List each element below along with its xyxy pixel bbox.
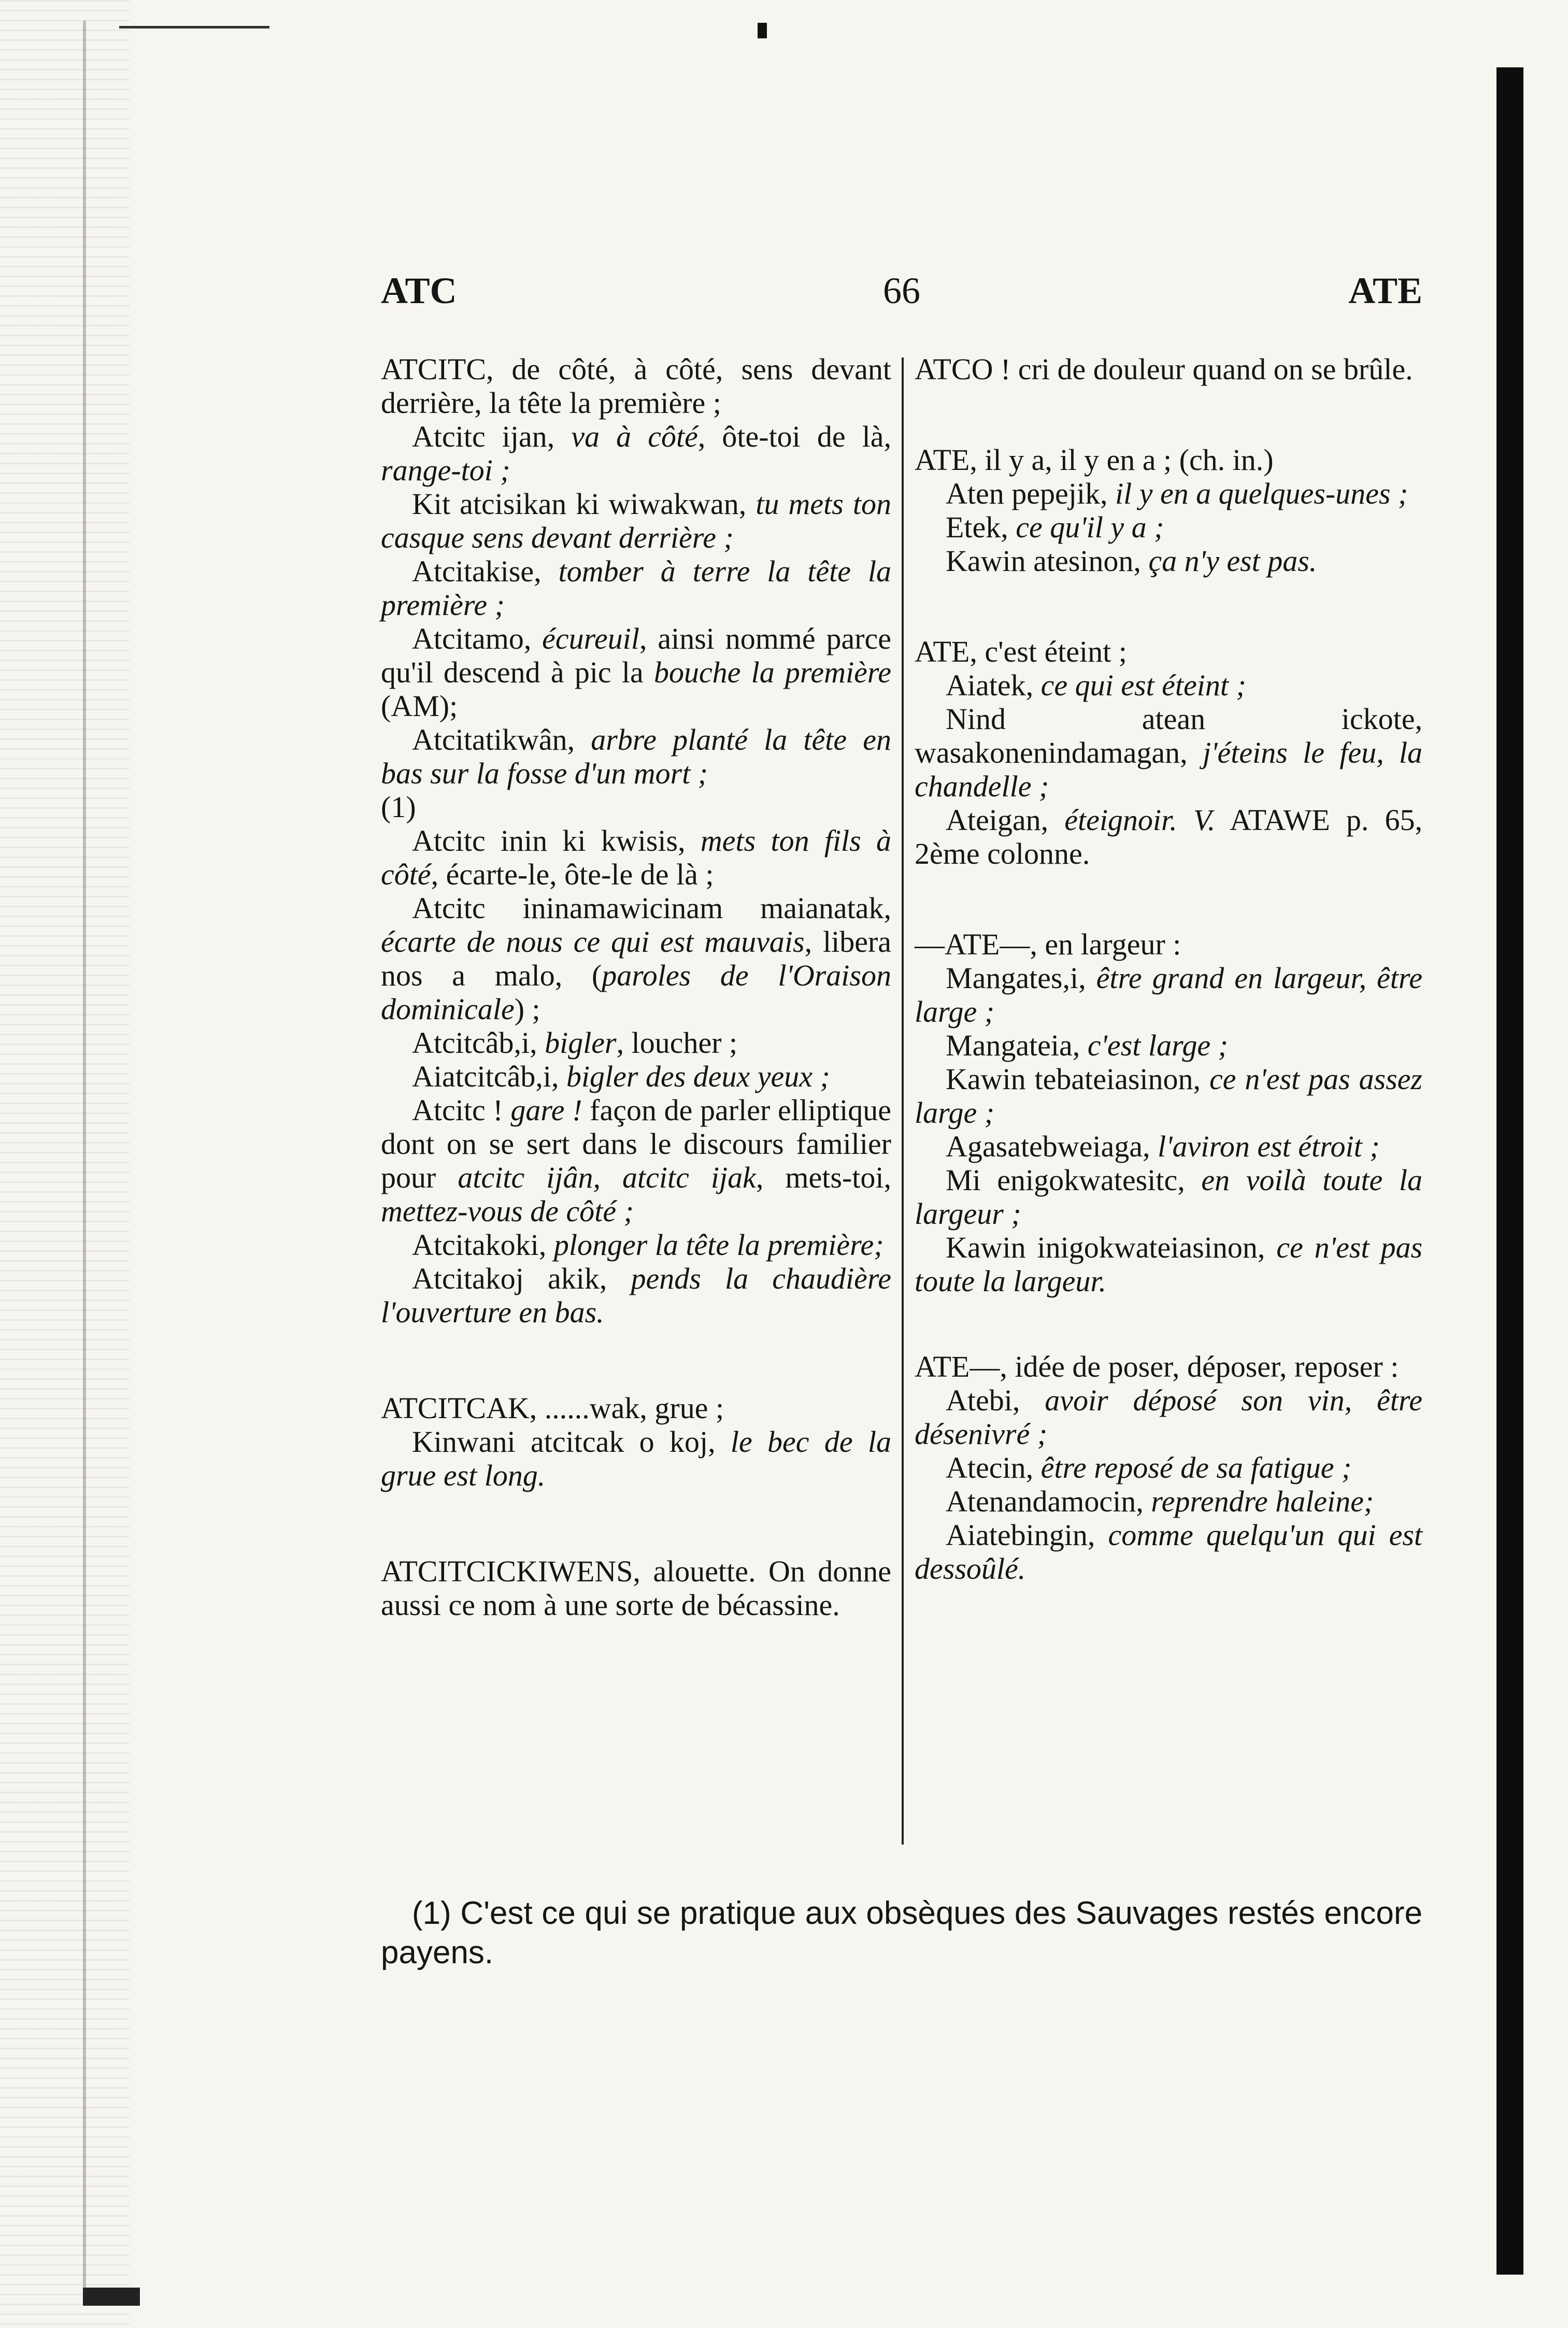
headword: ATE—: [915, 1350, 1000, 1383]
gloss: tu mets ton casque sens devant derrière ;: [381, 487, 892, 554]
sub-entry: Atcitamo, écureuil, ainsi nommé parce qu'il descend à pic la bouche la première (AM);: [381, 622, 892, 723]
header-left-guide-word: ATC: [381, 270, 457, 311]
lemma: Aten pepejik: [946, 477, 1100, 510]
footnote: (1) C'est ce qui se pratique aux obsèques des Sauvages restés encore payens.: [381, 1895, 1422, 1970]
gloss: j'éteins le feu, la chandelle ;: [915, 736, 1423, 803]
scan-top-mark: [758, 23, 767, 38]
definition: , c'est éteint ;: [970, 635, 1127, 668]
entry-atcitcak: [381, 1391, 891, 1492]
gloss: mets ton fils à côté: [381, 824, 892, 891]
definition: , en largeur :: [1030, 927, 1181, 961]
gloss: il y en a quelques-unes ;: [1115, 477, 1408, 510]
lemma: Atebi: [946, 1383, 1013, 1417]
sub-entry: Kinwani atcitcak o koj, le bec de la grue est long.: [381, 1425, 891, 1492]
sub-entry: Atebi, avoir déposé son vin, être désenivré ;: [915, 1383, 1423, 1451]
entry-headline: [381, 352, 891, 420]
running-header: [381, 269, 1422, 316]
headword: —ATE—: [915, 927, 1030, 961]
lemma: Atcitc !: [412, 1093, 503, 1127]
entry-headline: [915, 635, 1422, 668]
gloss: ce n'est pas assez large ;: [915, 1062, 1422, 1130]
gloss: ça n'y est pas.: [1148, 544, 1317, 578]
entry-atcitcickiwens: [381, 1554, 891, 1622]
lemma: Atcitamo: [412, 622, 524, 655]
entry-headline: [381, 1391, 891, 1425]
lemma: Kawin inigokwateiasinon: [946, 1231, 1258, 1264]
sub-entry: Kawin tebateiasinon, ce n'est pas assez large ;: [915, 1062, 1422, 1130]
cross-reference: V.: [1193, 803, 1216, 837]
lemma: Atcitakoki: [412, 1228, 539, 1262]
sub-entry: Kawin atesinon, ça n'y est pas.: [946, 544, 1317, 578]
lemma: Kit atcisikan ki wiwakwan: [412, 487, 739, 521]
sub-entry: Mangates,i, être grand en largeur, être large ;: [915, 961, 1423, 1029]
lemma: Kinwani atcitcak o koj: [412, 1425, 708, 1459]
lemma: Atecin: [946, 1451, 1026, 1484]
sub-entry: Atcitc ijan, va à côté, ôte-toi de là, range-toi ;: [381, 420, 892, 487]
sub-entry: Kit atcisikan ki wiwakwan, tu mets ton casque sens devant derrière ;: [381, 487, 892, 554]
definition: , ......wak, grue ;: [529, 1391, 724, 1425]
gloss: éteignoir.: [1064, 803, 1177, 837]
sub-entry: Atcitc ! gare ! façon de parler elliptique dont on se sert dans le discours familier pour atcitc ijân, atcitc ijak, mets-toi, mettez-vous de côté ;: [381, 1093, 891, 1228]
gloss: arbre planté la tête en bas sur la fosse d'un mort ;: [381, 723, 892, 790]
headword: ATE: [915, 443, 970, 477]
lemma: Aiatcitcâb,i: [412, 1060, 551, 1093]
scan-margin-left: [0, 0, 130, 2328]
sub-entry: Atcitakise, tomber à terre la tête la première ;: [381, 554, 891, 622]
scan-bottom-mark: [83, 2288, 140, 2306]
sub-entry: Aiatcitcâb,i, bigler des deux yeux ;: [412, 1060, 830, 1093]
scan-page-edge: [83, 21, 86, 2290]
gloss: ce n'est pas toute la largeur.: [915, 1231, 1423, 1298]
gloss: le bec de la grue est long.: [381, 1425, 891, 1492]
page-number: 66: [883, 270, 920, 311]
lemma: Mangateia: [946, 1029, 1073, 1062]
lemma: Atcitakise: [412, 554, 534, 588]
entry-headline: [381, 1554, 891, 1622]
gloss: tomber à terre la tête la première ;: [381, 554, 891, 622]
entry-ate-poser: [915, 1350, 1422, 1586]
footnote-reference: (1): [381, 790, 416, 824]
entry-ate-eteint: [915, 635, 1422, 870]
sub-entry: Atcitcâb,i, bigler, loucher ;: [412, 1026, 738, 1060]
gloss: être reposé de sa fatigue ;: [1040, 1451, 1352, 1484]
sub-entry: Nind atean ickote, wasakonenindamagan, j'éteins le feu, la chandelle ;: [915, 702, 1423, 803]
gloss: plonger la tête la première;: [553, 1228, 884, 1262]
lemma: Atcitc ijan: [412, 420, 547, 453]
lemma: Aiatek: [946, 668, 1026, 702]
sub-entry: Aten pepejik, il y en a quelques-unes ;: [946, 477, 1408, 510]
lemma: Mangates,i: [946, 961, 1079, 995]
gloss: en voilà toute la largeur ;: [915, 1163, 1422, 1231]
sub-entry: Agasatebweiaga, l'aviron est étroit ;: [946, 1130, 1380, 1163]
gloss: ce qui est éteint ;: [1040, 668, 1246, 702]
lemma: Etek: [946, 510, 1001, 544]
gloss: avoir déposé son vin, être désenivré ;: [915, 1383, 1423, 1451]
gloss: comme quelqu'un qui est dessoûlé.: [915, 1518, 1423, 1586]
definition: , alouette. On donne aussi ce nom à une sorte de bécassine.: [381, 1554, 891, 1622]
lemma: Atenandamocin: [946, 1484, 1136, 1518]
sub-entry: Atcitakoki, plonger la tête la première;: [412, 1228, 884, 1262]
lemma: Atcitc ininamawicinam maianatak: [412, 891, 884, 925]
sub-entry: Atcitc ininamawicinam maianatak, écarte de nous ce qui est mauvais, libera nos a malo, (paroles de l'Oraison dominicale) ;: [381, 891, 891, 1026]
scan-top-rule: [119, 26, 269, 28]
entry-headline: [915, 443, 1422, 477]
sub-entry: Atcitakoj akik, pends la chaudière l'ouverture en bas.: [381, 1262, 891, 1329]
definition: , de côté, à côté, sens devant derrière, la tête la première ;: [381, 352, 891, 420]
gloss: écarte de nous ce qui est mauvais: [381, 925, 805, 959]
gloss: écureuil: [542, 622, 640, 655]
entry-ate-il-y-a: [915, 443, 1422, 578]
gloss: ce qu'il y a ;: [1016, 510, 1164, 544]
entry-atco: [915, 352, 1422, 386]
definition: , idée de poser, déposer, reposer :: [1000, 1350, 1399, 1383]
sub-entry: Atecin, être reposé de sa fatigue ;: [946, 1451, 1352, 1484]
gloss: être grand en largeur, être large ;: [915, 961, 1423, 1029]
sub-entry: Atenandamocin, reprendre haleine;: [946, 1484, 1374, 1518]
definition: cri de douleur quand on se brûle.: [1010, 352, 1413, 386]
gloss: pends la chaudière l'ouverture en bas.: [381, 1262, 891, 1329]
headword: ATE: [915, 635, 970, 668]
headword: ATCITCICKIWENS: [381, 1554, 633, 1588]
headword: ATCITC: [381, 352, 486, 386]
sub-entry: Kawin inigokwateiasinon, ce n'est pas toute la largeur.: [915, 1231, 1423, 1298]
headword: ATCO !: [915, 352, 1011, 386]
sub-entry: Atcitatikwân, arbre planté la tête en bas sur la fosse d'un mort ;: [381, 723, 892, 790]
lemma: Agasatebweiaga: [946, 1130, 1143, 1163]
sub-entry: Ateigan, éteignoir. V. ATAWE p. 65, 2ème colonne.: [915, 803, 1423, 870]
gloss: gare !: [510, 1093, 582, 1127]
definition: , il y a, il y en a ; (ch. in.): [970, 443, 1274, 477]
entry-headline: [915, 1350, 1422, 1383]
gloss: va à côté: [571, 420, 698, 453]
lemma: Atcitatikwân: [412, 723, 567, 756]
entry-atcitc: [381, 352, 891, 1329]
left-column: [381, 352, 891, 1622]
sub-entry: Mangateia, c'est large ;: [946, 1029, 1228, 1062]
lemma: Mi enigokwatesitc: [946, 1163, 1178, 1197]
lemma: Atcitc inin ki kwisis: [412, 824, 678, 858]
lemma: Nind atean ickote, wasakonenindamagan: [915, 702, 1422, 769]
gloss: bigler: [545, 1026, 617, 1060]
header-right-guide-word: ATE: [1348, 270, 1422, 311]
lemma: Kawin atesinon: [946, 544, 1134, 578]
gloss: c'est large ;: [1087, 1029, 1228, 1062]
scan-right-bar: [1496, 67, 1523, 2275]
sub-entry: Aiatek, ce qui est éteint ;: [946, 668, 1246, 702]
sub-entry: Aiatebingin, comme quelqu'un qui est dessoûlé.: [915, 1518, 1423, 1586]
lemma: Atcitakoj akik: [412, 1262, 600, 1295]
entry-ate-en-largeur: [915, 927, 1422, 1298]
entry-headline: [915, 927, 1422, 961]
sub-entry: Mi enigokwatesitc, en voilà toute la largeur ;: [915, 1163, 1422, 1231]
entry-headline: [915, 352, 1422, 386]
gloss: bigler des deux yeux ;: [566, 1060, 830, 1093]
lemma: Atcitcâb,i: [412, 1026, 530, 1060]
sub-entry: Atcitc inin ki kwisis, mets ton fils à côté, écarte-le, ôte-le de là ;: [381, 824, 892, 891]
lemma: Ateigan: [946, 803, 1041, 837]
gloss: l'aviron est étroit ;: [1158, 1130, 1380, 1163]
column-divider: [902, 358, 904, 1845]
lemma: Kawin tebateiasinon: [946, 1062, 1193, 1096]
right-column: [915, 352, 1422, 1586]
lemma: Aiatebingin: [946, 1518, 1088, 1552]
sub-entry: Etek, ce qu'il y a ;: [946, 510, 1164, 544]
gloss: reprendre haleine;: [1151, 1484, 1374, 1518]
headword: ATCITCAK: [381, 1391, 530, 1425]
